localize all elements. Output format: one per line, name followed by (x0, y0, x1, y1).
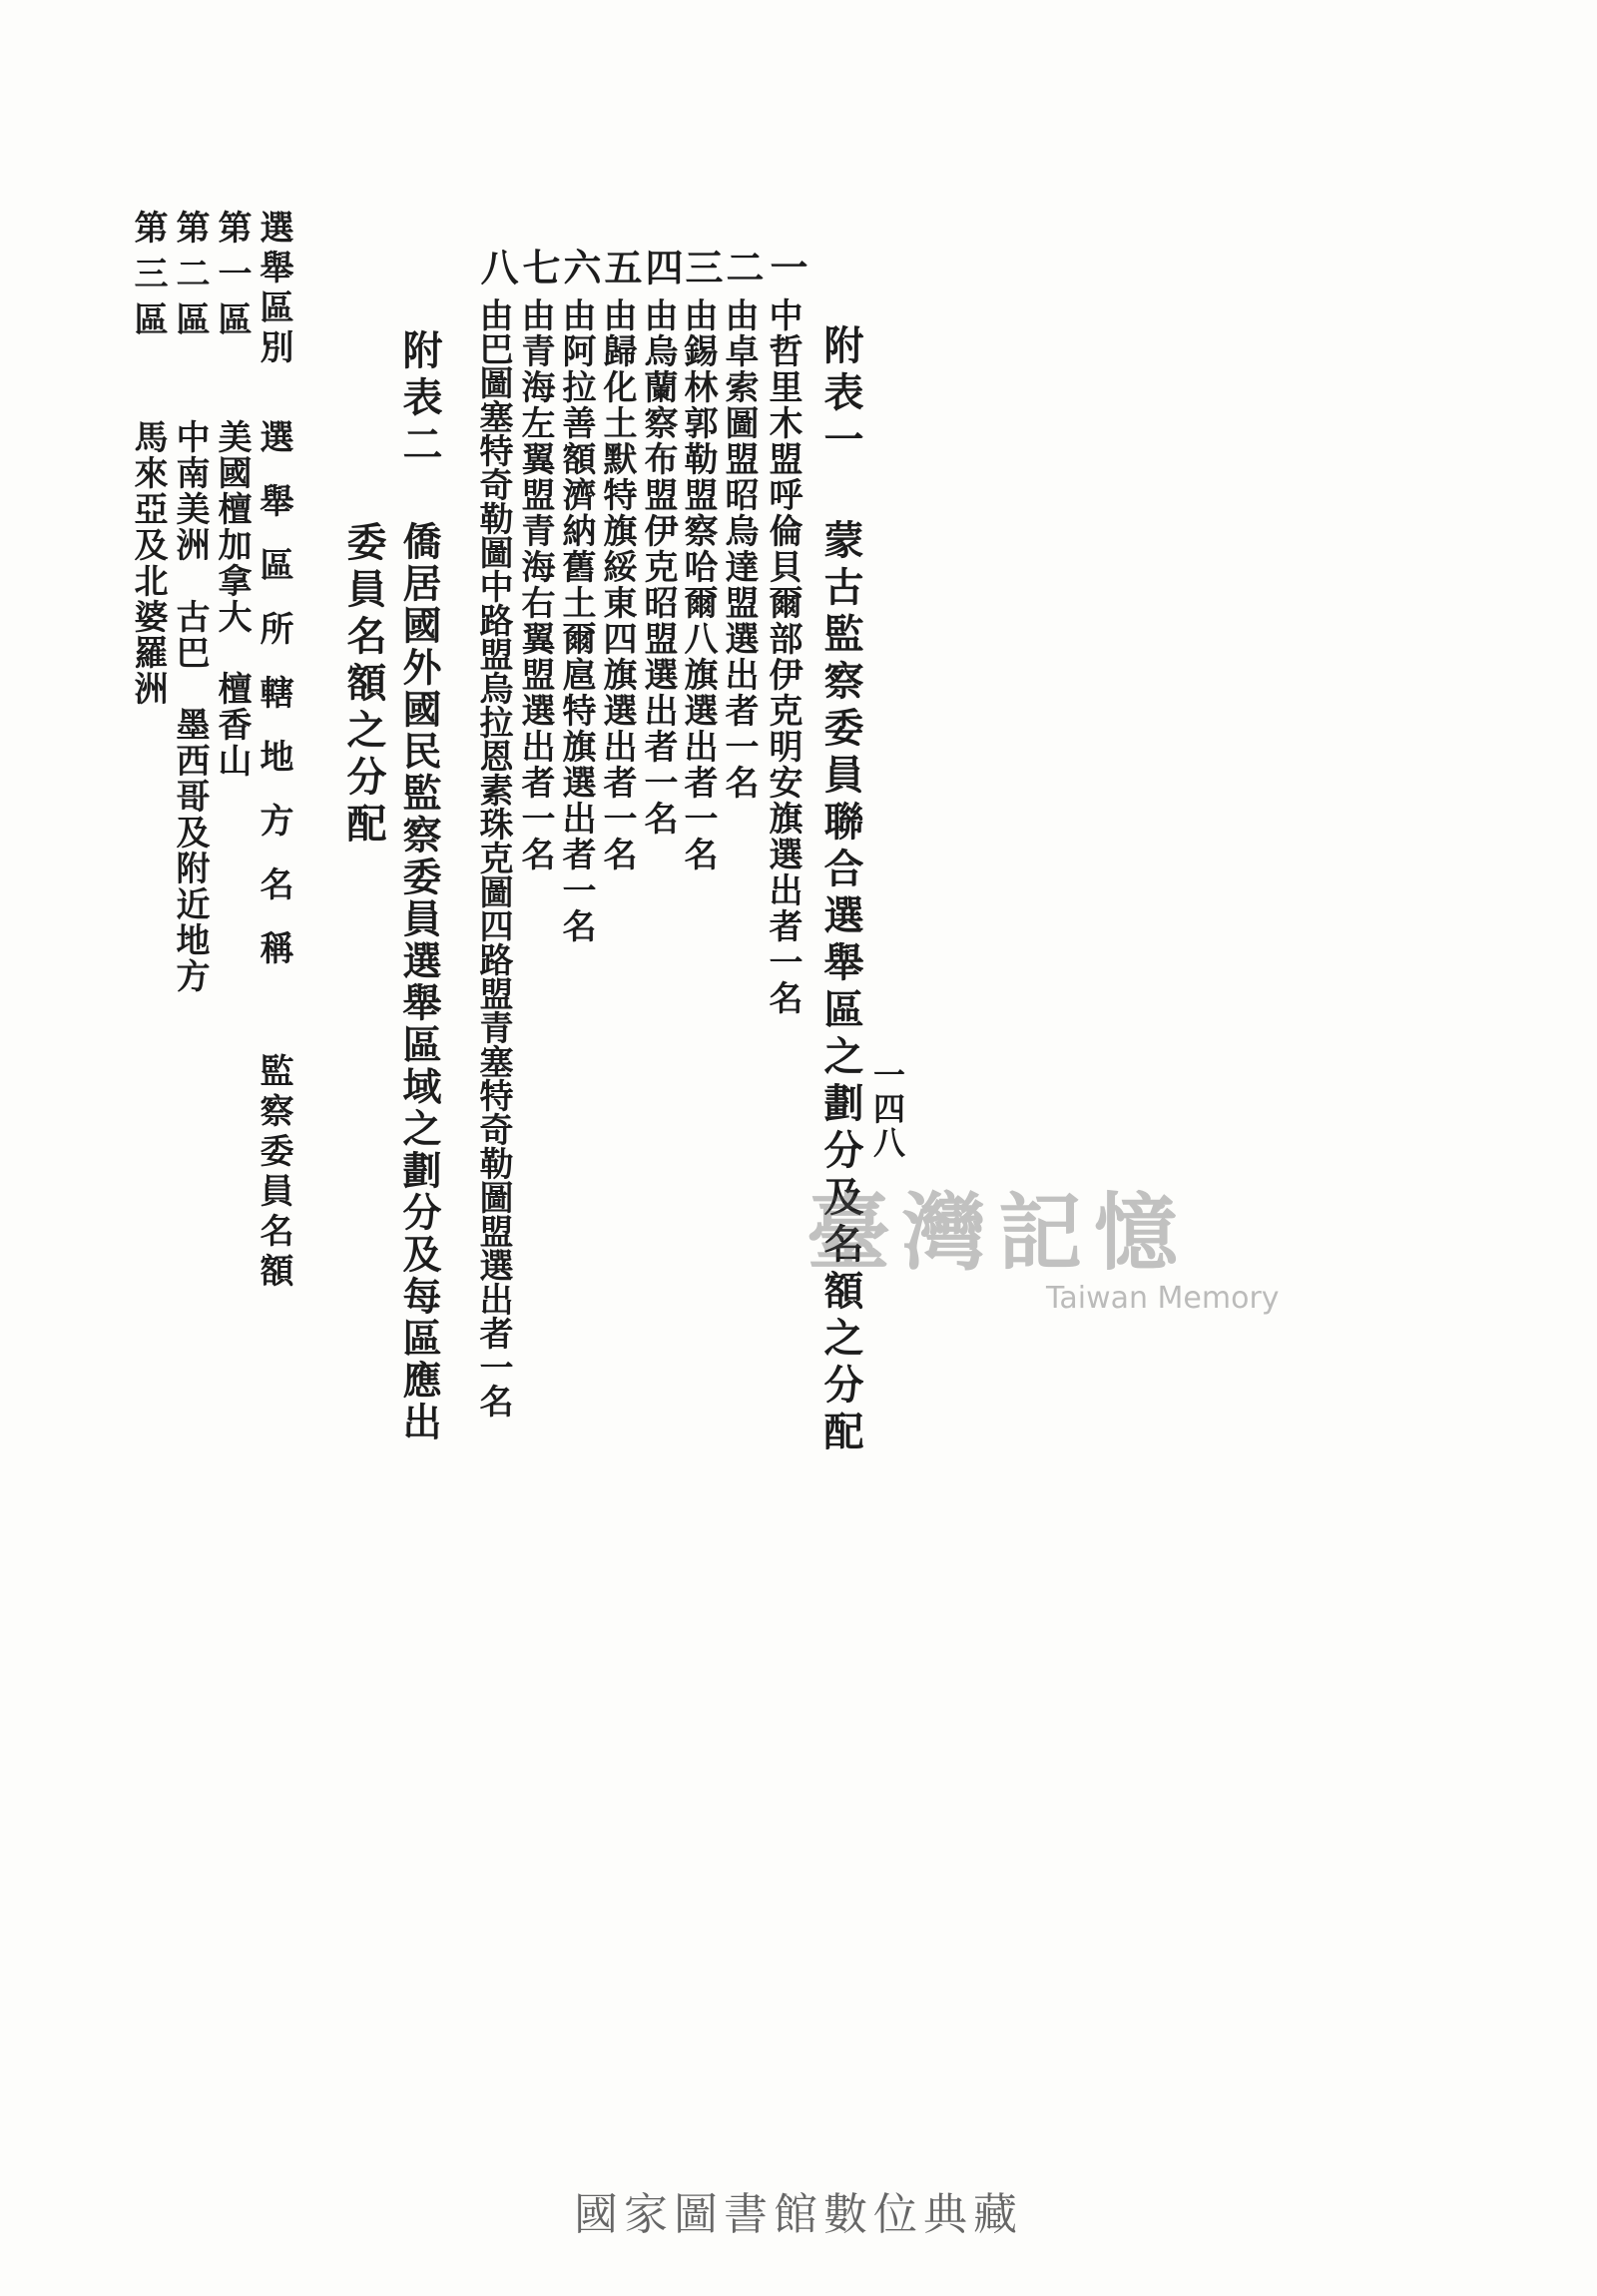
district-header: 選舉區別 (254, 210, 293, 369)
list-item: 中哲里木盟呼倫貝爾部伊克明安旗選出者一名 (763, 297, 802, 1016)
area-cell: 中南美洲 古巴 墨西哥及附近地方 (170, 419, 210, 994)
list-item: 由歸化土默特旗綏東四旗選出者一名 (597, 297, 637, 872)
row-number: 五 (598, 248, 643, 286)
quota-header: 監察委員名額 (254, 1053, 293, 1293)
district-cell: 第二區 (170, 210, 210, 347)
row-number: 四 (639, 248, 684, 286)
district-cell: 第三區 (128, 210, 168, 347)
row-number: 二 (720, 248, 765, 286)
page-number: 一四八 (868, 1058, 906, 1160)
row-number: 六 (557, 248, 602, 286)
district-cell: 第一區 (212, 210, 252, 347)
list-item: 由青海左翼盟青海右翼盟選出者一名 (515, 297, 555, 872)
area-header: 選舉區所轄地方名稱 (254, 419, 293, 994)
list-item: 由錫林郭勒盟察哈爾八旗選出者一名 (678, 297, 718, 872)
list-item: 由阿拉善額濟納舊土爾扈特旗選出者一名 (556, 297, 596, 944)
row-number: 三 (679, 248, 724, 286)
list-item: 由烏蘭察布盟伊克昭盟選出者一名 (638, 297, 678, 837)
table2-label: 附表二 (396, 329, 443, 470)
table2-title-continued: 委員名額之分配 (340, 521, 387, 850)
area-cell: 美國檀加拿大 檀香山 (212, 419, 252, 779)
row-number: 七 (516, 248, 561, 286)
watermark-text: 臺灣記憶 (806, 1183, 1191, 1282)
list-item: 由卓索圖盟昭烏達盟選出者一名 (719, 297, 759, 801)
list-item: 由巴圖塞特奇勒圖中路盟烏拉恩素珠克圖四路盟青塞特奇勒圖盟選出者一名 (473, 297, 513, 1418)
watermark-subtitle: Taiwan Memory (1046, 1281, 1280, 1316)
library-footer: 國家圖書館數位典藏 (574, 2189, 1023, 2240)
watermark (806, 1166, 1280, 1316)
table1-title: 蒙古監察委員聯合選舉區之劃分及名額之分配 (817, 519, 864, 1457)
row-number: 八 (474, 248, 519, 286)
table1-label: 附表一 (817, 324, 864, 465)
area-cell: 馬來亞及北婆羅洲 (128, 419, 168, 707)
table2-title: 僑居國外國民監察委員選舉區域之劃分及每區應出 (396, 521, 442, 1443)
row-number: 一 (764, 248, 808, 286)
